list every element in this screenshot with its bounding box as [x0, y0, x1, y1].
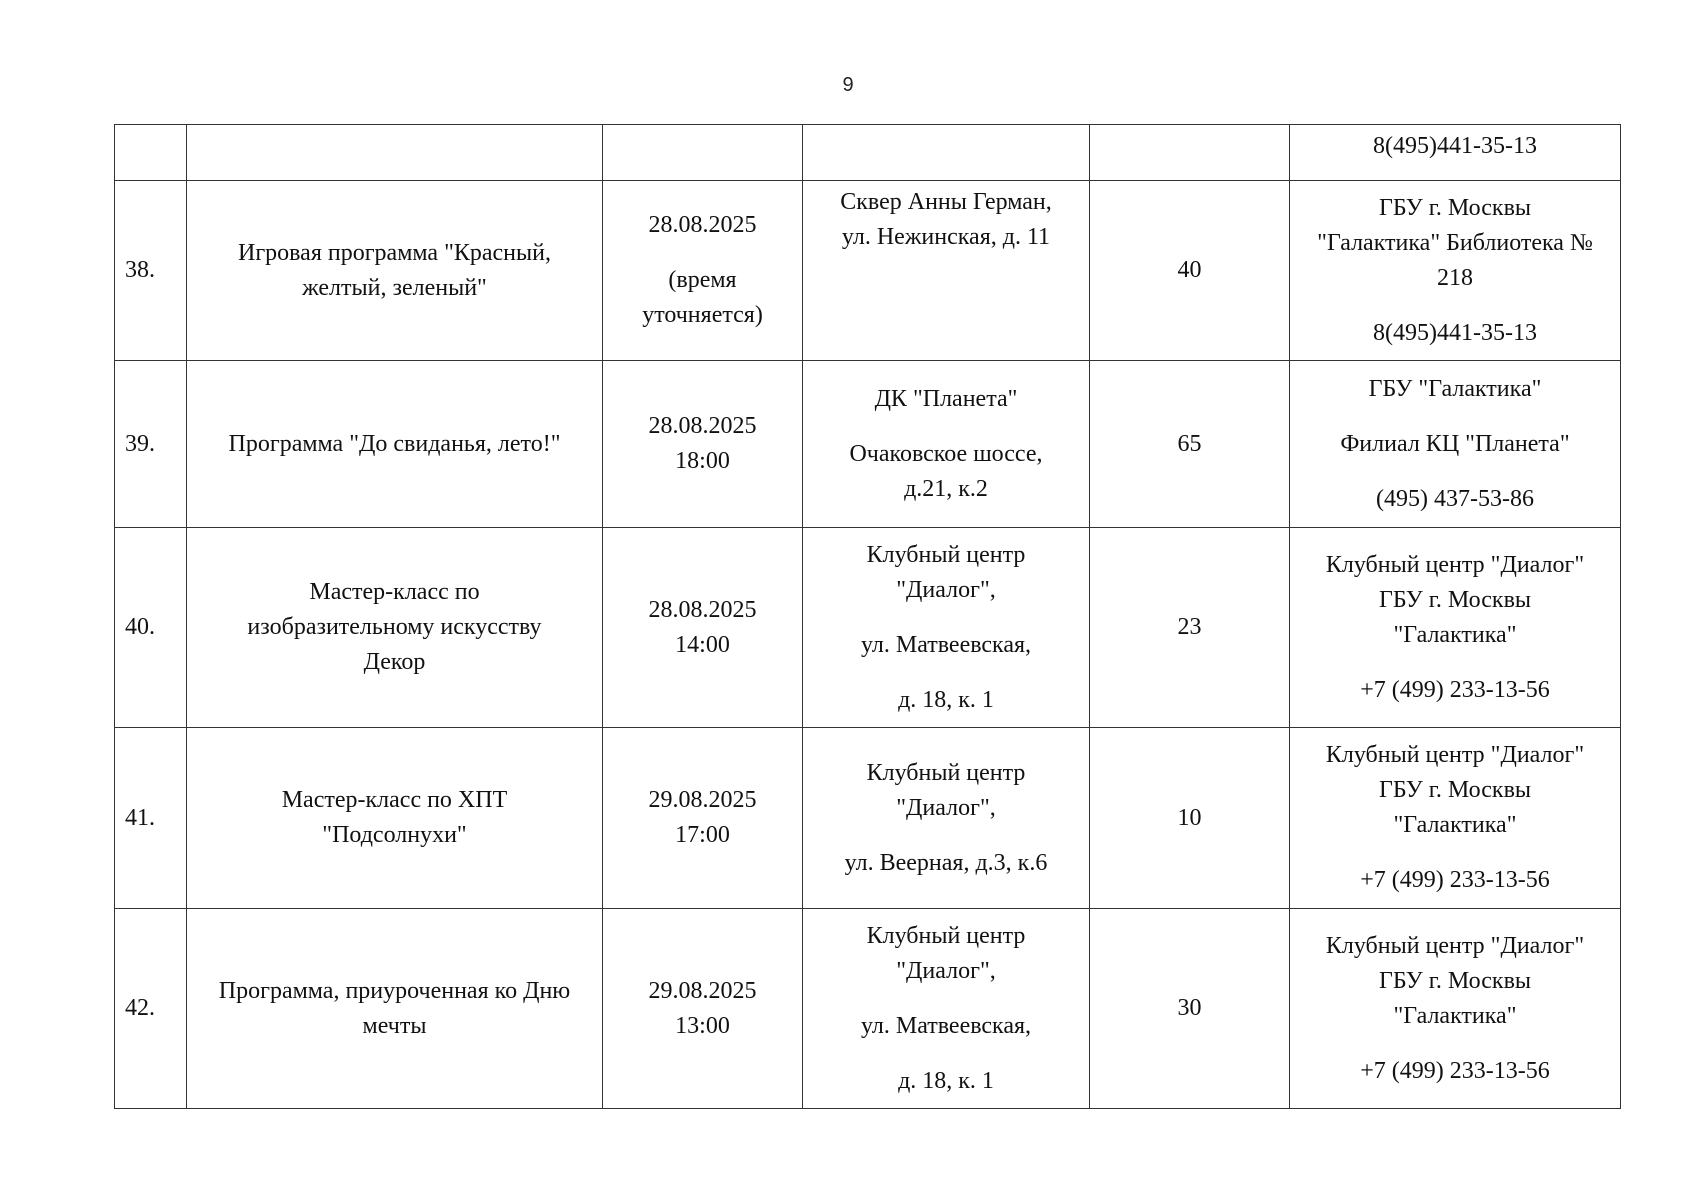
organizer-cell	[1290, 181, 1621, 361]
event-name-line: Мастер-класс по ХПТ	[281, 787, 508, 813]
event-place-street: ул. Веерная, д.3, к.6	[844, 849, 1048, 876]
event-date-cell	[603, 361, 803, 528]
event-name-line: мечты	[362, 1012, 427, 1039]
participants-count-cell: 23	[1090, 528, 1290, 728]
organizer-line: "Галактика"	[1393, 1002, 1517, 1029]
event-place-line: Клубный центр	[866, 759, 1026, 786]
event-time: 17:00	[675, 822, 730, 848]
organizer-phone: +7 (499) 233-13-56	[1360, 676, 1550, 703]
event-name-line: изобразительному искусству	[247, 614, 542, 640]
event-place-house: д. 18, к. 1	[898, 686, 994, 713]
event-place-address: д.21, к.2	[904, 475, 988, 502]
organizer-line: "Галактика"	[1393, 621, 1517, 648]
organizer-line: Клубный центр "Диалог"	[1325, 742, 1585, 768]
organizer-cell	[1290, 909, 1621, 1109]
organizer-line: ГБУ "Галактика"	[1368, 375, 1542, 402]
events-table	[114, 124, 1621, 1109]
event-name-line: Программа, приуроченная ко Дню	[218, 977, 571, 1004]
event-place-house: д. 18, к. 1	[898, 1067, 994, 1094]
row-number-cell	[115, 125, 187, 181]
event-place-cell	[803, 528, 1090, 728]
event-place-line: Сквер Анны Герман,	[840, 189, 1052, 215]
organizer-phone: (495) 437-53-86	[1376, 485, 1534, 512]
organizer-phone: +7 (499) 233-13-56	[1360, 867, 1550, 893]
organizer-cell	[1290, 728, 1621, 909]
organizer-line: "Галактика"	[1393, 812, 1517, 838]
event-place-street: ул. Матвеевская,	[860, 1012, 1032, 1039]
row-number-cell: 39.	[115, 361, 187, 528]
event-date: 29.08.2025	[648, 977, 757, 1004]
page-number: 9	[842, 74, 854, 96]
table-row	[115, 528, 1621, 728]
table-row	[115, 728, 1621, 909]
event-date-cell	[603, 125, 803, 181]
event-time: 18:00	[675, 448, 730, 474]
event-date-cell	[603, 528, 803, 728]
participants-count-cell: 10	[1090, 728, 1290, 909]
organizer-line: Клубный центр "Диалог"	[1325, 551, 1585, 578]
event-place-line: Клубный центр	[866, 541, 1026, 568]
event-name-cell	[187, 528, 603, 728]
table-row	[115, 125, 1621, 181]
organizer-line: Клубный центр "Диалог"	[1325, 932, 1585, 959]
event-name-cell	[187, 361, 603, 528]
event-place-line: Клубный центр	[866, 922, 1026, 949]
participants-count-cell: 30	[1090, 909, 1290, 1109]
event-name-line: Программа "До свиданья, лето!"	[228, 430, 561, 457]
row-number-cell: 40.	[115, 528, 187, 728]
event-name-line: Декор	[363, 649, 426, 675]
organizer-branch: Филиал КЦ "Планета"	[1340, 430, 1570, 457]
event-place-cell	[803, 181, 1090, 361]
organizer-cell	[1290, 361, 1621, 528]
event-name-cell	[187, 909, 603, 1109]
organizer-line: ГБУ г. Москвы	[1378, 586, 1532, 613]
participants-count-cell: 65	[1090, 361, 1290, 528]
event-place-line: ул. Нежинская, д. 11	[841, 224, 1051, 250]
event-name-line: "Подсолнухи"	[322, 822, 467, 848]
event-place-line: ДК "Планета"	[874, 385, 1018, 412]
event-place-cell	[803, 361, 1090, 528]
participants-count-cell: 40	[1090, 181, 1290, 361]
event-place-line: "Диалог",	[896, 576, 996, 603]
event-place-street: ул. Матвеевская,	[860, 631, 1032, 658]
event-place-cell	[803, 909, 1090, 1109]
table-row	[115, 181, 1621, 361]
event-time-note: уточняется)	[642, 302, 763, 328]
event-name-cell	[187, 728, 603, 909]
participants-count-cell	[1090, 125, 1290, 181]
event-place-cell	[803, 125, 1090, 181]
table-row	[115, 909, 1621, 1109]
row-number-cell: 41.	[115, 728, 187, 909]
event-place-address: Очаковское шоссе,	[849, 440, 1043, 467]
row-number-cell: 38.	[115, 181, 187, 361]
row-number-cell: 42.	[115, 909, 187, 1109]
organizer-cell	[1290, 125, 1621, 181]
organizer-cell	[1290, 528, 1621, 728]
event-name-line: Игровая программа "Красный,	[237, 239, 551, 266]
event-date-cell	[603, 181, 803, 361]
event-name-line: Мастер-класс по	[309, 579, 480, 605]
event-time-note: (время	[668, 267, 737, 293]
event-name-cell	[187, 125, 603, 181]
event-time: 13:00	[675, 1012, 730, 1039]
event-name-line: желтый, зеленый"	[302, 274, 487, 301]
event-place-line: "Диалог",	[896, 957, 996, 984]
organizer-line: ГБУ г. Москвы	[1378, 777, 1532, 803]
event-date: 29.08.2025	[648, 787, 757, 813]
event-date: 28.08.2025	[648, 212, 757, 238]
organizer-phone: 8(495)441-35-13	[1373, 133, 1537, 159]
event-date-cell	[603, 909, 803, 1109]
event-place-cell	[803, 728, 1090, 909]
event-place-line: "Диалог",	[896, 794, 996, 821]
event-date: 28.08.2025	[648, 596, 757, 623]
event-name-cell	[187, 181, 603, 361]
organizer-phone: 8(495)441-35-13	[1373, 319, 1537, 346]
event-time: 14:00	[675, 631, 730, 658]
table-row	[115, 361, 1621, 528]
organizer-line: 218	[1437, 264, 1473, 291]
organizer-line: ГБУ г. Москвы	[1378, 194, 1532, 221]
organizer-line: ГБУ г. Москвы	[1378, 967, 1532, 994]
organizer-phone: +7 (499) 233-13-56	[1360, 1057, 1550, 1084]
organizer-line: "Галактика" Библиотека №	[1317, 229, 1593, 256]
event-date: 28.08.2025	[648, 413, 757, 439]
event-date-cell	[603, 728, 803, 909]
